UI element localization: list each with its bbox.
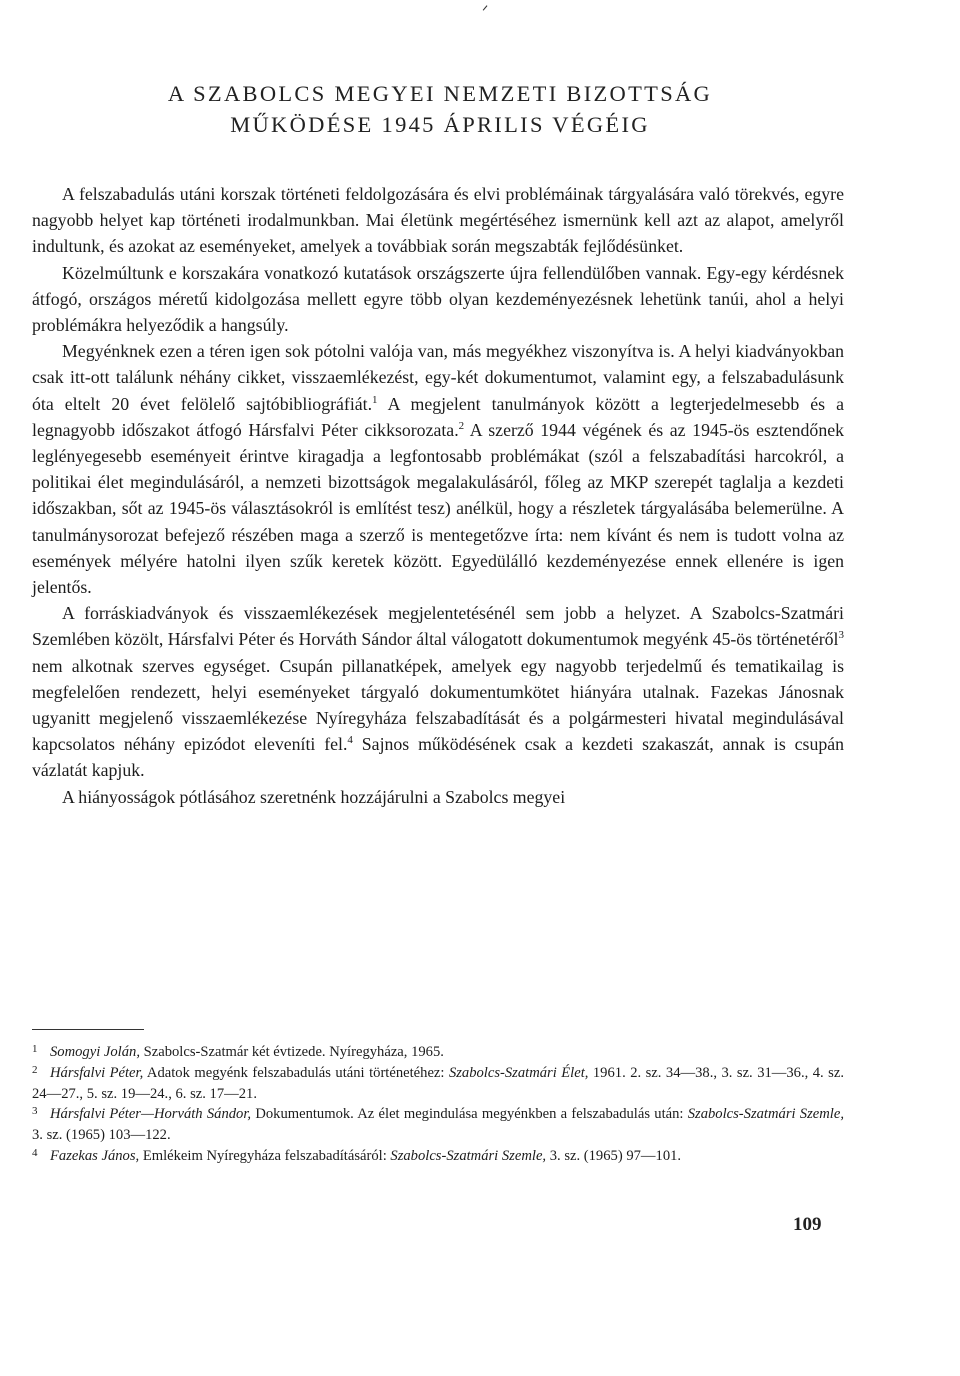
footnote-journal: Szabolcs-Szatmári Élet, <box>448 1064 589 1081</box>
footnote-4: 4 Fazekas János, Emlékeim Nyíregyháza felszabadításáról: Szabolcs-Szatmári Szemle, 3. sz. (1965) 97—101. <box>32 1146 682 1164</box>
footnote-text: Szabolcs-Szatmár két évtizede. Nyíregyháza, 1965. <box>139 1044 444 1060</box>
paragraph-4-part-b: nem alkotnak szerves egységet. Csupán pillanatképek, amelyek egy nagyobb terjedelmű és tematikailag is megfelelően rendezett, helyi eseményeket tárgyaló dokumentumkötet hiányára utalnak. Fazekas Jánosnak ugyanitt megjelenő visszaemlékezése Nyíregyháza felszabadítását és a polgármesteri hivatal megindulásával kapcsolatos néhány epizódot eleveníti fel. <box>32 655 844 755</box>
footnote-author: Somogyi Jolán, <box>50 1044 140 1060</box>
footnote-text: Adatok megyénk felszabadulás utáni történetéhez: <box>143 1064 449 1081</box>
paragraph-4 <box>32 600 844 783</box>
footnote-author: Hársfalvi Péter, <box>50 1064 144 1081</box>
page-title <box>0 78 960 140</box>
title-line-1: A SZABOLCS MEGYEI NEMZETI BIZOTTSÁG <box>167 81 713 106</box>
paragraph-3-part-c: A szerző 1944 végének és az 1945-ös esztendőnek leglényegesebb eseményeit érintve kiragadja a legfontosabb problémákat (szól a felszabadítási harcokról, a politikai élet megindulásáról, a nemzeti bizottságok megalakulásáról, főleg az MKP szerepét taglalja a kezdeti időszakban, sőt az 1945-ös választásokról is említést tesz) anélkül, hogy a részletek tárgyalásába belemerülne. A tanulmánysorozat befejező részében maga a szerző is mentegetőzve írta: nem kívánt és nem is tudott volna az események mélyére hatolni ilyen szűk keretek között. Egyedülálló kezdeményezése ennek ellenére is igen jelentős. <box>32 419 844 598</box>
paragraph-4-part-c: Sajnos működésének csak a kezdeti szakaszát, annak is csupán vázlatát kapjuk. <box>32 734 845 781</box>
footnote-ref-3[interactable]: 3 <box>838 629 844 642</box>
paragraph-3 <box>32 338 844 600</box>
footnote-journal: Szabolcs-Szatmári Szemle, <box>687 1106 844 1123</box>
paragraph-3-part-a: Megyénknek ezen a téren igen sok pótolni valója van, más megyékhez viszonyítva is. A helyi kiadványokban csak itt-ott találunk néhány cikket, visszaemlékezést, egy-két dokumentumot, valamint egy, a felszabadulásunk óta eltelt 20 évet felölelő sajtóbibliográfiát. <box>32 341 844 414</box>
paragraph-3-part-b: A megjelent tanulmányok között a legterjedelmesebb és a legnagyobb időszakot átfogó Hársfalvi Péter cikksorozata. <box>32 393 844 440</box>
article-body <box>32 181 844 810</box>
paragraph-1: A felszabadulás utáni korszak történeti feldolgozására és elvi problémáinak tárgyalására való törekvés, egyre nagyobb helyet kap történeti irodalmunkban. Mai életünk megértéséhez ismernünk kell azt az alapot, amelyről indultunk, és azokat az eseményeket, amelyek a továbbiak során megszabták fejlődésünket. <box>32 184 844 257</box>
footnote-tail: 3. sz. (1965) 97—101. <box>546 1147 682 1164</box>
footnote-author: Fazekas János, <box>50 1147 140 1164</box>
footnote-tail: 3. sz. (1965) 103—122. <box>32 1127 171 1144</box>
footnote-text: Emlékeim Nyíregyháza felszabadításáról: <box>139 1147 391 1164</box>
footnote-divider <box>32 1029 144 1030</box>
page-number: 109 <box>793 1214 822 1235</box>
footnote-tail: 1961. 2. sz. 34—38., 3. sz. 31—36., 4. sz. 24—27., 5. sz. 19—24., 6. sz. 17—21. <box>32 1064 844 1102</box>
stray-mark: ᐟ <box>482 4 489 20</box>
footnote-3: 3 Hársfalvi Péter—Horváth Sándor, Dokumentumok. Az élet megindulása megyénkben a felszabadulás után: Szabolcs-Szatmári Szemle, 3. sz. (1965) 103—122. <box>32 1105 844 1144</box>
footnote-journal: Szabolcs-Szatmári Szemle, <box>390 1147 547 1164</box>
title-line-2: MŰKÖDÉSE 1945 ÁPRILIS VÉGÉIG <box>230 112 650 137</box>
footnote-author: Hársfalvi Péter—Horváth Sándor, <box>50 1106 252 1123</box>
footnote-ref-4[interactable]: 4 <box>347 734 353 747</box>
footnote-text: Dokumentumok. Az élet megindulása megyénkben a felszabadulás után: <box>251 1106 688 1123</box>
footnote-1: 1 Somogyi Jolán, Szabolcs-Szatmár két évtizede. Nyíregyháza, 1965. <box>32 1043 444 1060</box>
footnote-ref-1[interactable]: 1 <box>372 393 378 406</box>
paragraph-2: Közelmúltunk e korszakára vonatkozó kutatások országszerte újra fellendülőben vannak. Egy-egy kérdésnek átfogó, országos méretű kidolgozása mellett egyre több olyan kezdeményezésnek lehetünk tanúi, ahol a helyi problémákra helyeződik a hangsúly. <box>32 262 844 336</box>
paragraph-4-part-a: A forráskiadványok és visszaemlékezések megjelentetésénél sem jobb a helyzet. A Szabolcs-Szatmári Szemlében közölt, Hársfalvi Péter és Horváth Sándor által válogatott dokumentumok megyénk 45-ös történetéről <box>32 603 844 650</box>
footnotes <box>32 1042 844 1167</box>
footnote-2: 2 Hársfalvi Péter, Adatok megyénk felszabadulás utáni történetéhez: Szabolcs-Szatmári Élet, 1961. 2. sz. 34—38., 3. sz. 31—36., 4. sz. 24—27., 5. sz. 19—24., 6. sz. 17—21. <box>32 1063 844 1102</box>
paragraph-5: A hiányosságok pótlásához szeretnénk hozzájárulni a Szabolcs megyei <box>62 786 566 807</box>
footnote-ref-2[interactable]: 2 <box>458 419 465 432</box>
